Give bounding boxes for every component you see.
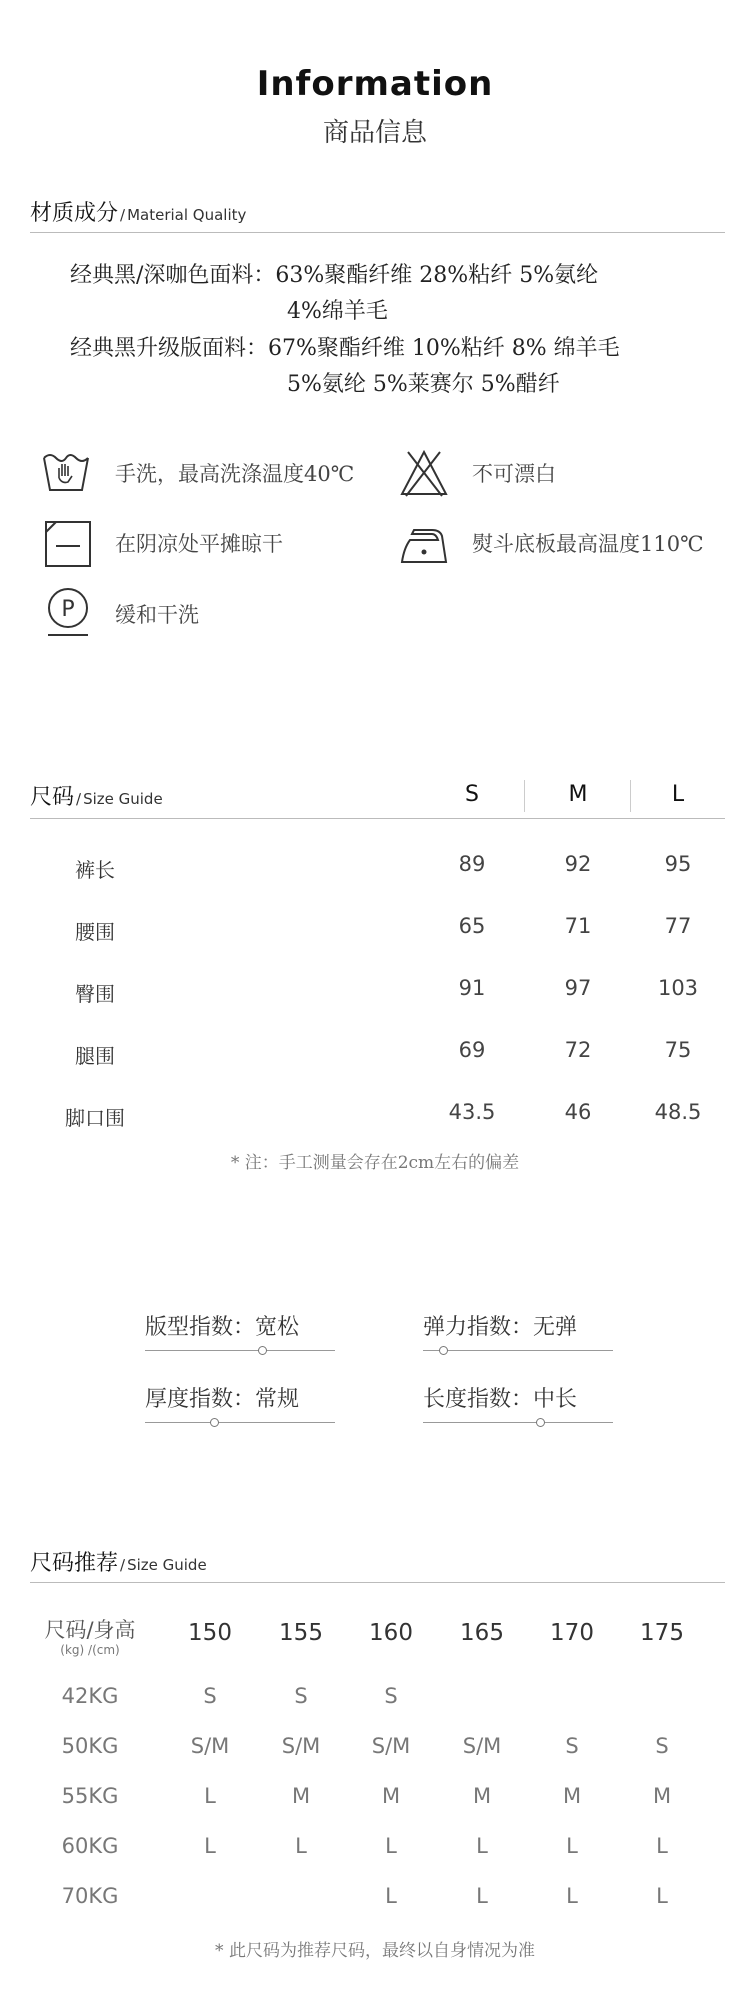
material-line-2: 4%绵羊毛 <box>287 299 388 324</box>
size-column-header: M <box>568 782 588 807</box>
stretch-index-track <box>423 1350 613 1351</box>
stretch-index <box>423 1310 613 1341</box>
size-cell: 97 <box>564 976 592 1000</box>
size-cell: 103 <box>657 976 699 1000</box>
thickness-index-label: 厚度指数：常规 <box>145 1387 300 1412</box>
length-index <box>423 1382 613 1413</box>
care-text-dry-flat: 在阴凉处平摊晾干 <box>115 532 283 556</box>
size-row-label: 裤长 <box>75 858 115 882</box>
recommend-cell: L <box>385 1834 397 1858</box>
size-guide-divider <box>30 818 725 819</box>
no-bleach-icon <box>398 448 450 500</box>
hand-wash-icon <box>40 448 92 500</box>
recommend-cell: S/M <box>281 1734 321 1758</box>
size-row-label: 脚口围 <box>65 1106 125 1130</box>
svg-text:P: P <box>61 597 75 622</box>
size-guide-heading <box>30 780 163 811</box>
size-cell: 48.5 <box>654 1100 702 1124</box>
size-cell: 77 <box>664 914 692 938</box>
length-index-label: 长度指数：中长 <box>423 1387 578 1412</box>
recommend-corner-units: (kg) /(cm) <box>60 1643 120 1657</box>
size-cell: 95 <box>664 852 692 876</box>
recommend-cell: L <box>656 1884 668 1908</box>
page-subtitle: 商品信息 <box>322 118 427 148</box>
column-separator <box>524 780 525 812</box>
care-text-hand-wash: 手洗，最高洗涤温度40℃ <box>115 462 355 486</box>
size-column-header: S <box>465 782 479 807</box>
material-subtitle-slash: ∕ <box>120 206 126 224</box>
fit-index <box>145 1310 335 1341</box>
page-title: Information <box>256 64 494 104</box>
recommend-corner-label: 尺码/身高 <box>44 1618 136 1642</box>
height-column-header: 155 <box>279 1620 323 1646</box>
size-cell: 43.5 <box>448 1100 496 1124</box>
size-cell: 69 <box>458 1038 486 1062</box>
recommend-title: 尺码推荐 <box>30 1551 119 1576</box>
size-row-label: 腿围 <box>75 1044 115 1068</box>
material-title: 材质成分 <box>30 201 119 226</box>
recommend-cell: L <box>476 1884 488 1908</box>
fit-index-label: 版型指数：宽松 <box>145 1315 300 1340</box>
size-guide-subtitle-slash: ∕ <box>76 790 82 808</box>
care-text-no-bleach: 不可漂白 <box>472 462 556 486</box>
recommend-cell: L <box>295 1834 307 1858</box>
iron-icon <box>398 518 450 570</box>
dry-flat-shade-icon <box>42 518 94 570</box>
fit-index-track <box>145 1350 335 1351</box>
recommend-cell: M <box>472 1784 492 1808</box>
height-column-header: 150 <box>188 1620 232 1646</box>
recommend-subtitle: Size Guide <box>127 1556 207 1574</box>
recommend-cell: L <box>204 1784 216 1808</box>
recommend-divider <box>30 1582 725 1583</box>
size-guide-title: 尺码 <box>30 785 75 810</box>
recommend-cell: S <box>203 1684 217 1708</box>
recommend-cell: M <box>562 1784 582 1808</box>
size-column-header: L <box>671 782 685 807</box>
recommend-note: * 此尺码为推荐尺码，最终以自身情况为准 <box>215 1941 535 1961</box>
material-section-heading <box>30 196 246 227</box>
weight-row-label: 70KG <box>61 1884 119 1908</box>
size-cell: 89 <box>458 852 486 876</box>
recommend-subtitle-slash: ∕ <box>120 1556 126 1574</box>
thickness-index-marker <box>210 1418 219 1427</box>
weight-row-label: 50KG <box>61 1734 119 1758</box>
weight-row-label: 55KG <box>61 1784 119 1808</box>
gentle-dry-clean-icon <box>42 586 94 638</box>
size-cell: 92 <box>564 852 592 876</box>
weight-row-label: 60KG <box>61 1834 119 1858</box>
length-index-marker <box>536 1418 545 1427</box>
material-subtitle: Material Quality <box>127 206 247 224</box>
recommend-cell: L <box>385 1884 397 1908</box>
material-divider <box>30 232 725 233</box>
recommend-cell: L <box>566 1884 578 1908</box>
height-column-header: 175 <box>640 1620 684 1646</box>
recommend-cell: S/M <box>371 1734 411 1758</box>
recommend-cell: S <box>294 1684 308 1708</box>
size-cell: 72 <box>564 1038 592 1062</box>
recommend-corner <box>40 1614 140 1657</box>
size-cell: 65 <box>458 914 486 938</box>
thickness-index <box>145 1382 335 1413</box>
recommend-cell: S <box>384 1684 398 1708</box>
material-line-3: 经典黑升级版面料：67%聚酯纤维 10%粘纤 8% 绵羊毛 <box>70 336 620 361</box>
care-text-iron: 熨斗底板最高温度110℃ <box>472 532 704 556</box>
recommend-cell: M <box>291 1784 311 1808</box>
recommend-cell: L <box>656 1834 668 1858</box>
care-text-gentle-dry-clean: 缓和干洗 <box>115 603 199 627</box>
height-column-header: 170 <box>550 1620 594 1646</box>
recommend-cell: S/M <box>462 1734 502 1758</box>
stretch-index-label: 弹力指数：无弹 <box>423 1315 578 1340</box>
recommend-heading <box>30 1546 207 1577</box>
recommend-cell: S <box>655 1734 669 1758</box>
recommend-cell: S <box>565 1734 579 1758</box>
size-cell: 91 <box>458 976 486 1000</box>
thickness-index-track <box>145 1422 335 1423</box>
recommend-cell: M <box>381 1784 401 1808</box>
size-cell: 71 <box>564 914 592 938</box>
recommend-cell: L <box>476 1834 488 1858</box>
size-cell: 75 <box>664 1038 692 1062</box>
height-column-header: 165 <box>460 1620 504 1646</box>
stretch-index-marker <box>439 1346 448 1355</box>
material-line-1: 经典黑/深咖色面料：63%聚酯纤维 28%粘纤 5%氨纶 <box>70 263 599 288</box>
fit-index-marker <box>258 1346 267 1355</box>
height-column-header: 160 <box>369 1620 413 1646</box>
size-row-label: 腰围 <box>75 920 115 944</box>
length-index-track <box>423 1422 613 1423</box>
recommend-cell: M <box>652 1784 672 1808</box>
size-guide-subtitle: Size Guide <box>83 790 163 808</box>
column-separator <box>630 780 631 812</box>
recommend-cell: L <box>204 1834 216 1858</box>
recommend-cell: S/M <box>190 1734 230 1758</box>
size-row-label: 臀围 <box>75 982 115 1006</box>
size-cell: 46 <box>564 1100 592 1124</box>
material-line-4: 5%氨纶 5%莱赛尔 5%醋纤 <box>287 372 560 397</box>
weight-row-label: 42KG <box>61 1684 119 1708</box>
measurement-note: * 注：手工测量会存在2cm左右的偏差 <box>230 1153 520 1173</box>
recommend-cell: L <box>566 1834 578 1858</box>
